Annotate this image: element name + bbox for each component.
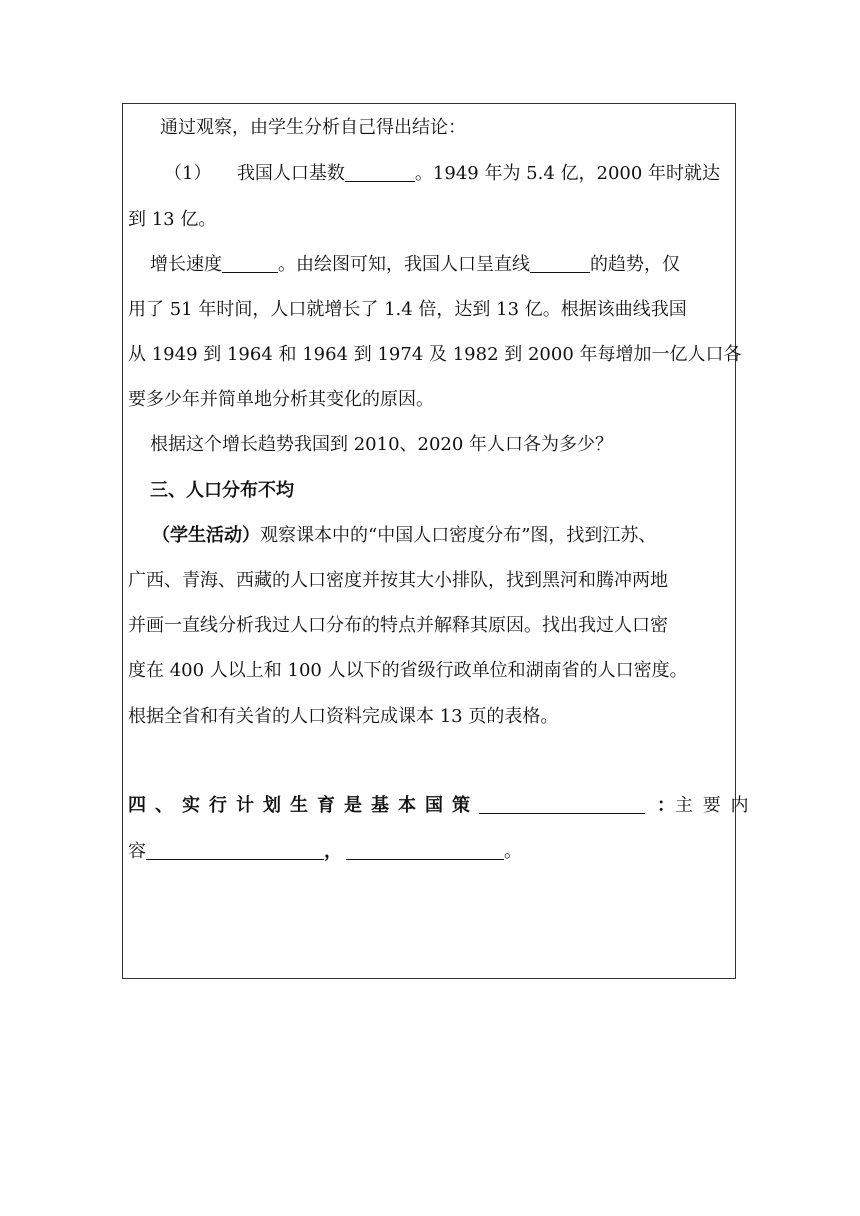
content-blank-1[interactable] — [146, 841, 324, 860]
population-base-blank[interactable] — [345, 163, 415, 182]
growth-line3: 从 1949 到 1964 和 1964 到 1974 及 1982 到 2000 年每增加一亿人口各 — [128, 344, 742, 365]
section4-line1 — [128, 794, 751, 818]
question-text: 根据这个增长趋势我国到 2010、2020 年人口各为多少？ — [150, 434, 614, 455]
item1-line — [128, 162, 768, 186]
growth-line2: 用了 51 年时间，人口就增长了 1.4 倍，达到 13 亿。根据该曲线我国 — [128, 299, 687, 320]
section4-cont: 容 — [128, 841, 146, 862]
item1-text-b: 。1949 年为 5.4 亿，2000 年时就达 — [414, 163, 721, 184]
growth-text-b: 。由绘图可知，我国人口呈直线 — [278, 254, 530, 275]
item1-label: （1） — [164, 163, 212, 184]
growth-text-c: 的趋势，仅 — [590, 254, 680, 275]
activity-line5: 根据全省和有关省的人口资料完成课本 13 页的表格。 — [128, 706, 559, 727]
section4-period: 。 — [504, 841, 522, 862]
policy-blank[interactable] — [479, 795, 645, 814]
activity-label: （学生活动） — [152, 525, 260, 546]
item1-text-a: 我国人口基数 — [236, 163, 345, 184]
section4-main-label: 主 要 内 — [675, 795, 751, 816]
section4-comma: ， — [324, 841, 342, 862]
section4-heading: 四、实行计划生育是基本国策 — [128, 795, 479, 816]
intro-text: 通过观察，由学生分析自己得出结论： — [160, 117, 466, 138]
activity-line4: 度在 400 人以上和 100 人以下的省级行政单位和湖南省的人口密度。 — [128, 660, 688, 681]
section4-colon: ： — [657, 795, 675, 816]
activity-line1 — [128, 524, 756, 548]
growth-line1 — [128, 253, 754, 277]
activity-text1: 观察课本中的“中国人口密度分布”图，找到江苏、 — [260, 525, 657, 546]
section4-line2 — [128, 840, 732, 864]
growth-speed-blank[interactable] — [222, 254, 278, 273]
content-blank-2[interactable] — [346, 841, 504, 860]
section3-heading: 三、人口分布不均 — [150, 480, 294, 501]
activity-line3: 并画一直线分析我过人口分布的特点并解释其原因。找出我过人口密 — [128, 615, 668, 636]
growth-text-a: 增长速度 — [150, 254, 222, 275]
growth-line4: 要多少年并简单地分析其变化的原因。 — [128, 389, 434, 410]
item1-cont: 到 13 亿。 — [128, 209, 217, 230]
trend-blank[interactable] — [530, 254, 590, 273]
activity-line2: 广西、青海、西藏的人口密度并按其大小排队，找到黑河和腾冲两地 — [128, 570, 668, 591]
